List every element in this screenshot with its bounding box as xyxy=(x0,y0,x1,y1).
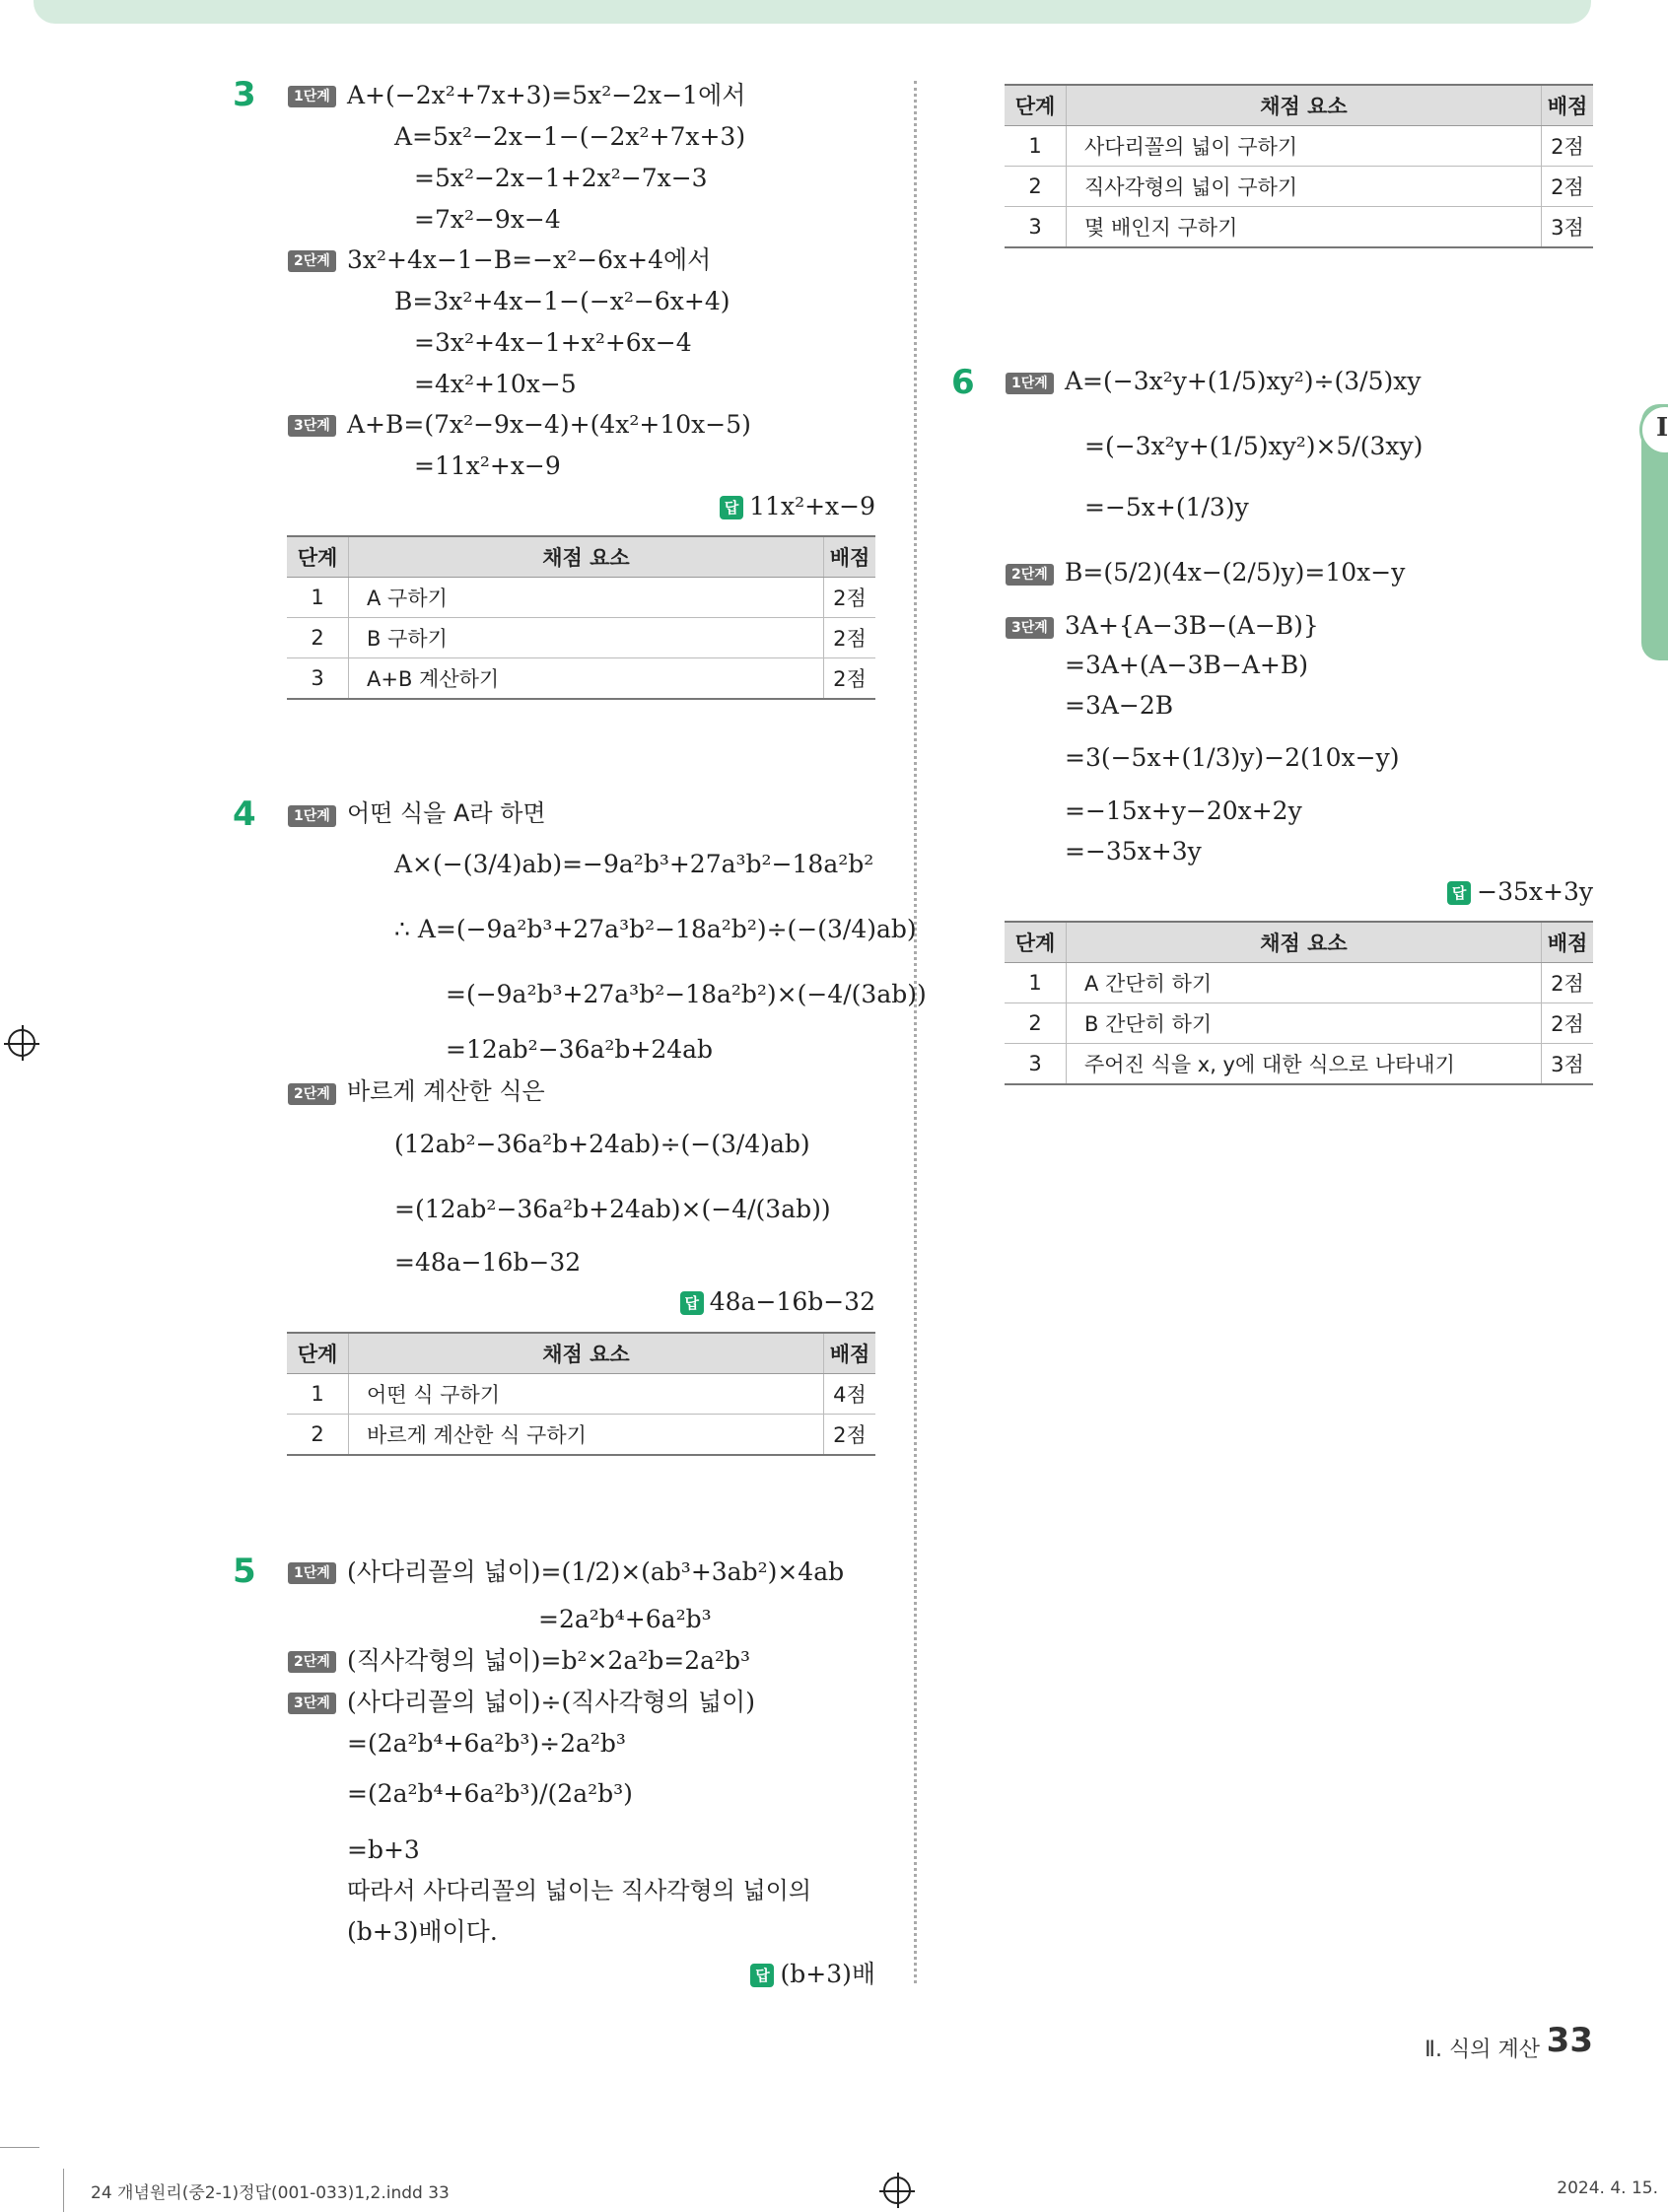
table-cell: 2점 xyxy=(824,578,876,618)
table-cell: 2점 xyxy=(1542,167,1594,207)
scoring-table xyxy=(1005,84,1593,248)
table-row xyxy=(1005,1044,1593,1085)
solution-line: 3x²+4x−1−B=−x²−6x+4에서 xyxy=(347,245,712,274)
table-row xyxy=(287,1374,875,1415)
solution-line: A×(−(3/4)ab)=−9a²b³+27a³b²−18a²b² xyxy=(394,850,874,878)
table-cell: 3 xyxy=(287,658,349,700)
table-cell: 2 xyxy=(287,1415,349,1456)
solution-line: =−5x+(1/3)y xyxy=(1084,493,1249,521)
table-cell: B 구하기 xyxy=(349,618,824,658)
step-badge: 1단계 xyxy=(288,1562,336,1584)
table-header-row xyxy=(287,536,875,578)
table-cell: 2점 xyxy=(1542,963,1594,1003)
table-cell: 1 xyxy=(287,1374,349,1415)
solution-line: (직사각형의 넓이)=b²×2a²b=2a²b³ xyxy=(347,1646,751,1675)
scoring-table xyxy=(287,1332,875,1456)
answer-text: (b+3)배 xyxy=(780,1960,875,1988)
table-cell: 주어진 식을 x, y에 대한 식으로 나타내기 xyxy=(1067,1044,1542,1085)
table-cell: 4점 xyxy=(824,1374,876,1415)
solution-line: =12ab²−36a²b+24ab xyxy=(446,1035,714,1064)
table-header: 채점 요소 xyxy=(1067,922,1542,963)
table-row xyxy=(287,1415,875,1456)
table-row xyxy=(287,618,875,658)
answer-line xyxy=(1301,877,1593,907)
table-cell: 3 xyxy=(1005,207,1067,248)
table-header: 채점 요소 xyxy=(349,536,824,578)
solution-line: (사다리꼴의 넓이)÷(직사각형의 넓이) xyxy=(347,1688,755,1716)
step-badge: 1단계 xyxy=(1006,373,1054,394)
table-cell: 3점 xyxy=(1542,207,1594,248)
table-header: 단계 xyxy=(287,536,349,578)
table-row xyxy=(287,578,875,618)
table-cell: 2점 xyxy=(1542,126,1594,167)
answer-icon: 답 xyxy=(680,1291,704,1315)
table-cell: 1 xyxy=(1005,963,1067,1003)
table-header: 배점 xyxy=(1542,85,1594,126)
solution-line: ∴ A=(−9a²b³+27a³b²−18a²b²)÷(−(3/4)ab) xyxy=(394,915,917,943)
solution-line: =5x²−2x−1+2x²−7x−3 xyxy=(414,164,708,192)
solution-line: =(12ab²−36a²b+24ab)×(−4/(3ab)) xyxy=(394,1195,831,1223)
table-row xyxy=(1005,207,1593,248)
table-cell: 3점 xyxy=(1542,1044,1594,1085)
solution-line: =b+3 xyxy=(347,1835,420,1864)
table-header: 배점 xyxy=(824,1333,876,1374)
table-cell: 2점 xyxy=(1542,1003,1594,1044)
solution-line: =7x²−9x−4 xyxy=(414,205,561,234)
table-row xyxy=(287,658,875,700)
solution-line: 바르게 계산한 식은 xyxy=(347,1077,545,1105)
table-cell: 2점 xyxy=(824,1415,876,1456)
answer-icon: 답 xyxy=(720,496,743,519)
solution-line: =(2a²b⁴+6a²b³)/(2a²b³) xyxy=(347,1779,633,1808)
solution-line: A+(−2x²+7x+3)=5x²−2x−1에서 xyxy=(347,81,746,109)
print-date: 2024. 4. 15. xyxy=(1557,2178,1658,2198)
step-badge: 1단계 xyxy=(288,805,336,827)
solution-line: =3(−5x+(1/3)y)−2(10x−y) xyxy=(1065,743,1400,772)
solution-line: =4x²+10x−5 xyxy=(414,370,577,398)
table-cell: 1 xyxy=(287,578,349,618)
table-row xyxy=(1005,963,1593,1003)
problem-number: 4 xyxy=(233,795,256,834)
solution-line: (12ab²−36a²b+24ab)÷(−(3/4)ab) xyxy=(394,1130,810,1158)
table-header: 채점 요소 xyxy=(1067,85,1542,126)
problem-number: 5 xyxy=(233,1552,256,1591)
chapter-label: Ⅱ. 식의 계산 xyxy=(1425,2038,1540,2062)
solution-line: A=5x²−2x−1−(−2x²+7x+3) xyxy=(394,122,746,151)
step-badge: 2단계 xyxy=(288,250,336,272)
solution-line: =3x²+4x−1+x²+6x−4 xyxy=(414,328,692,357)
table-cell: 2 xyxy=(1005,1003,1067,1044)
table-cell: 어떤 식 구하기 xyxy=(349,1374,824,1415)
registration-mark-icon xyxy=(883,2177,911,2204)
solution-line: =11x²+x−9 xyxy=(414,451,561,480)
solution-line: =48a−16b−32 xyxy=(394,1248,582,1277)
answer-text: 48a−16b−32 xyxy=(709,1287,875,1316)
table-header: 배점 xyxy=(1542,922,1594,963)
solution-line: 따라서 사다리꼴의 넓이는 직사각형의 넓이의 xyxy=(347,1877,812,1904)
table-cell: 1 xyxy=(1005,126,1067,167)
table-row xyxy=(1005,126,1593,167)
table-cell: 사다리꼴의 넓이 구하기 xyxy=(1067,126,1542,167)
solution-line: =−15x+y−20x+2y xyxy=(1065,796,1302,825)
table-header-row xyxy=(287,1333,875,1374)
table-cell: A+B 계산하기 xyxy=(349,658,824,700)
scoring-table xyxy=(1005,921,1593,1085)
solution-line: A=(−3x²y+(1/5)xy²)÷(3/5)xy xyxy=(1065,367,1422,395)
step-badge: 3단계 xyxy=(288,1693,336,1714)
table-header: 배점 xyxy=(824,536,876,578)
answer-line xyxy=(591,1960,875,1989)
solution-line: A+B=(7x²−9x−4)+(4x²+10x−5) xyxy=(347,410,751,439)
table-cell: 2점 xyxy=(824,658,876,700)
table-cell: 몇 배인지 구하기 xyxy=(1067,207,1542,248)
table-header-row xyxy=(1005,85,1593,126)
scoring-table xyxy=(287,535,875,700)
answer-icon: 답 xyxy=(1447,881,1471,905)
table-header: 채점 요소 xyxy=(349,1333,824,1374)
table-cell: B 간단히 하기 xyxy=(1067,1003,1542,1044)
table-row xyxy=(1005,167,1593,207)
table-header: 단계 xyxy=(1005,85,1067,126)
step-badge: 1단계 xyxy=(288,86,336,107)
answer-text: 11x²+x−9 xyxy=(749,492,875,520)
answer-line xyxy=(591,492,875,521)
table-cell: 2 xyxy=(287,618,349,658)
step-badge: 2단계 xyxy=(288,1651,336,1673)
table-header-row xyxy=(1005,922,1593,963)
step-badge: 3단계 xyxy=(1006,617,1054,639)
table-cell: 2점 xyxy=(824,618,876,658)
answer-line xyxy=(591,1287,875,1317)
solution-line: B=(5/2)(4x−(2/5)y)=10x−y xyxy=(1065,558,1406,587)
solution-line: =(2a²b⁴+6a²b³)÷2a²b³ xyxy=(347,1729,626,1758)
table-cell: 3 xyxy=(1005,1044,1067,1085)
step-badge: 3단계 xyxy=(288,415,336,437)
registration-mark-icon xyxy=(8,1029,35,1057)
solution-line: =3A−2B xyxy=(1065,691,1174,720)
step-badge: 2단계 xyxy=(288,1083,336,1105)
table-cell: A 구하기 xyxy=(349,578,824,618)
table-header: 단계 xyxy=(1005,922,1067,963)
problem-number: 3 xyxy=(233,75,256,114)
solution-line: 어떤 식을 A라 하면 xyxy=(347,799,546,827)
file-info: 24 개념원리(중2-1)정답(001-033)1,2.indd 33 xyxy=(91,2183,450,2203)
answer-text: −35x+3y xyxy=(1477,877,1593,906)
table-header: 단계 xyxy=(287,1333,349,1374)
solution-line: =3A+(A−3B−A+B) xyxy=(1065,651,1308,679)
answer-icon: 답 xyxy=(750,1964,774,1987)
page-number: 33 xyxy=(1546,2021,1593,2060)
table-cell: 2 xyxy=(1005,167,1067,207)
solution-line: (사다리꼴의 넓이)=(1/2)×(ab³+3ab²)×4ab xyxy=(347,1557,845,1586)
solution-line: =−35x+3y xyxy=(1065,837,1202,865)
top-color-band xyxy=(34,0,1591,24)
table-cell: 바르게 계산한 식 구하기 xyxy=(349,1415,824,1456)
crop-mark xyxy=(63,2169,64,2212)
solution-line: =2a²b⁴+6a²b³ xyxy=(538,1605,712,1633)
column-divider xyxy=(914,81,917,1983)
crop-mark xyxy=(0,2147,39,2148)
solution-line: (b+3)배이다. xyxy=(347,1917,498,1946)
step-badge: 2단계 xyxy=(1006,564,1054,586)
solution-line: B=3x²+4x−1−(−x²−6x+4) xyxy=(394,287,730,315)
table-cell: 직사각형의 넓이 구하기 xyxy=(1067,167,1542,207)
solution-line: =(−3x²y+(1/5)xy²)×5/(3xy) xyxy=(1084,432,1424,460)
table-cell: A 간단히 하기 xyxy=(1067,963,1542,1003)
solution-line: =(−9a²b³+27a³b²−18a²b²)×(−4/(3ab)) xyxy=(446,980,927,1008)
chapter-side-label: I xyxy=(1656,413,1668,443)
table-row xyxy=(1005,1003,1593,1044)
solution-line: 3A+{A−3B−(A−B)} xyxy=(1065,611,1319,640)
problem-number: 6 xyxy=(951,363,975,402)
